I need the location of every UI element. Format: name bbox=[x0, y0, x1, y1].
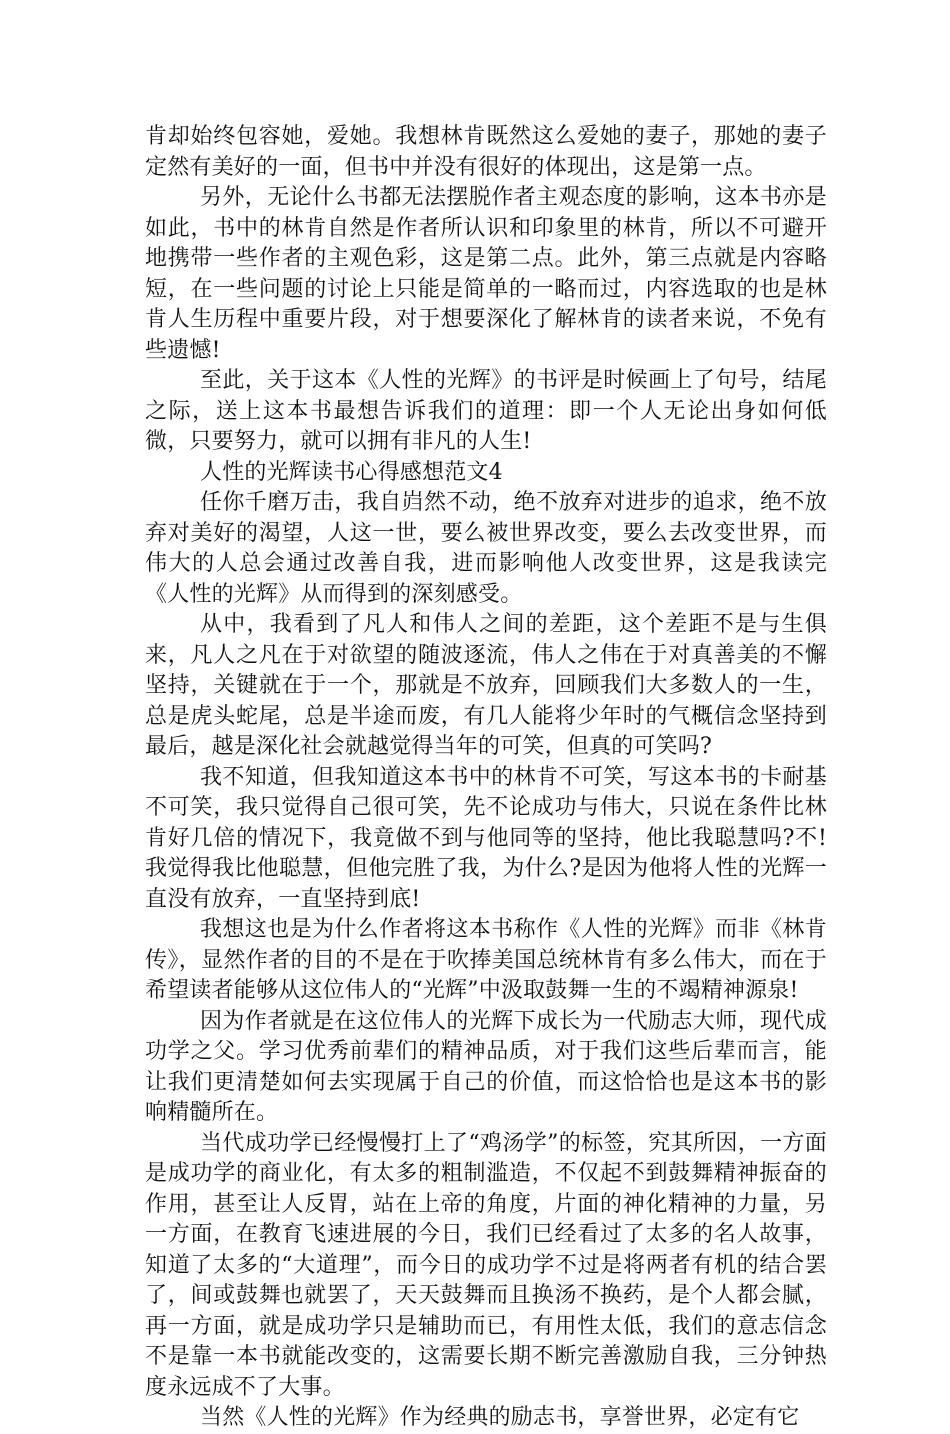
paragraph-success-studies: 当代成功学已经慢慢打上了“鸡汤学”的标签，究其所因，一方面是成功学的商业化，有太多的粗制滥造，不仅起不到鼓舞精神振奋的作用，甚至让人反胃，站在上帝的角度，片面的神化精神的力量，另一方面，在教育飞速进展的今日，我们已经看过了太多的名人故事，知道了太多的“大道理”，而今日的成功学不过是将两者有机的结合罢了，间或鼓舞也就罢了，天天鼓舞而且换汤不换药，是个人都会腻，再一方面，就是成功学只是辅助而已，有用性太低，我们的意志信念不是靠一本书就能改变的，这需要长期不断完善激励自我，三分钟热度永远成不了大事。 bbox=[145, 1130, 827, 1400]
paragraph-author-growth: 因为作者就是在这位伟人的光辉下成长为一代励志大师，现代成功学之父。学习优秀前辈们的精神品质，对于我们这些后辈而言，能让我们更清楚如何去实现属于自己的价值，而这恰恰也是这本书的影响精髓所在。 bbox=[145, 1008, 827, 1125]
paragraph-gap-ordinary-great: 从中，我看到了凡人和伟人之间的差距，这个差距不是与生俱来，凡人之凡在于对欲望的随波逐流，伟人之伟在于对真善美的不懈坚持，关键就在于一个，那就是不放弃，回顾我们大多数人的一生，总是虎头蛇尾，总是半途而废，有几人能将少年时的气概信念坚持到最后，越是深化社会就越觉得当年的可笑，但真的可笑吗? bbox=[145, 612, 827, 759]
paragraph-continuation: 肯却始终包容她，爱她。我想林肯既然这么爱她的妻子，那她的妻子定然有美好的一面，但书中并没有很好的体现出，这是第一点。 bbox=[145, 124, 827, 180]
document-page bbox=[145, 122, 827, 1434]
paragraph-closing-fragment: 当然《人性的光辉》作为经典的励志书，享誉世界，必定有它 bbox=[200, 1405, 800, 1430]
section-heading: 人性的光辉读书心得感想范文4 bbox=[200, 459, 503, 485]
paragraph-intro: 任你千磨万击，我自岿然不动，绝不放弃对进步的追求，绝不放弃对美好的渴望，人这一世，要么被世界改变，要么去改变世界，而伟大的人总会通过改善自我，进而影响他人改变世界，这是我读完《人性的光辉》从而得到的深刻感受。 bbox=[145, 490, 827, 607]
paragraph-title-meaning: 我想这也是为什么作者将这本书称作《人性的光辉》而非《林肯传》，显然作者的目的不是在于吹捧美国总统林肯有多么伟大，而在于希望读者能够从这位伟人的“光辉”中汲取鼓舞一生的不竭精神源泉! bbox=[145, 917, 827, 1003]
paragraph-review-conclusion: 至此，关于这本《人性的光辉》的书评是时候画上了句号，结尾之际，送上这本书最想告诉我们的道理：即一个人无论出身如何低微，只要努力，就可以拥有非凡的人生! bbox=[145, 368, 827, 454]
paragraph-self-reflection: 我不知道，但我知道这本书中的林肯不可笑，写这本书的卡耐基不可笑，我只觉得自己很可笑，先不论成功与伟大，只说在条件比林肯好几倍的情况下，我竟做不到与他同等的坚持，他比我聪慧吗?不!我觉得我比他聪慧，但他完胜了我，为什么?是因为他将人性的光辉一直没有放弃，一直坚持到底! bbox=[145, 764, 827, 912]
paragraph-critique-subjectivity: 另外，无论什么书都无法摆脱作者主观态度的影响，这本书亦是如此，书中的林肯自然是作者所认识和印象里的林肯，所以不可避开地携带一些作者的主观色彩，这是第二点。此外，第三点就是内容略短，在一些问题的讨论上只能是简单的一略而过，内容选取的也是林肯人生历程中重要片段，对于想要深化了解林肯的读者来说，不免有些遗憾! bbox=[145, 185, 827, 363]
